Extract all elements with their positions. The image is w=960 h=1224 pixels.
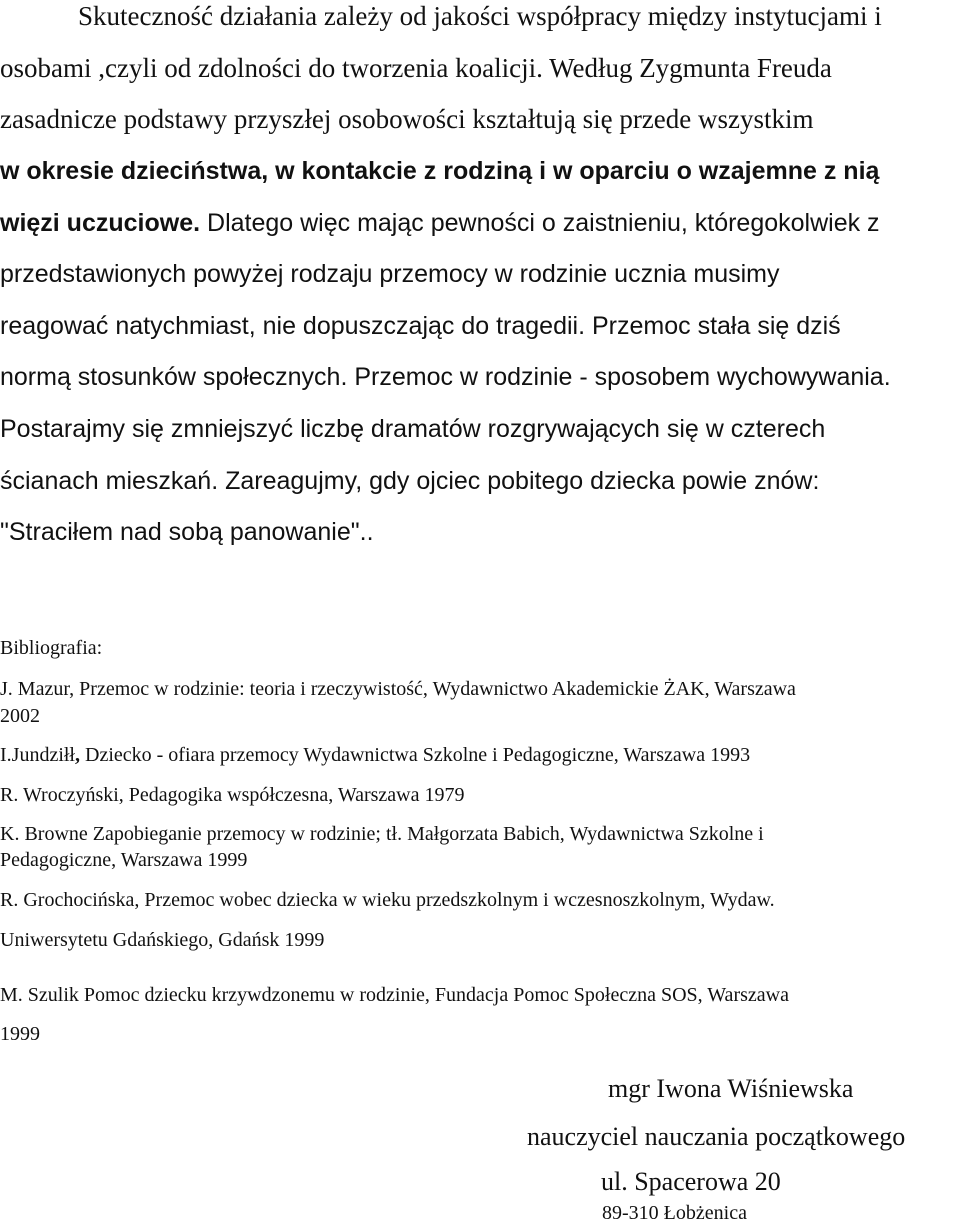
bibliography-entry-4-line-1: K. Browne Zapobieganie przemocy w rodzinie; tł. Małgorzata Babich, Wydawnictwa Szkolne i xyxy=(0,823,764,845)
bibliography-entry-4-line-2: Pedagogiczne, Warszawa 1999 xyxy=(0,849,248,871)
paragraph-line-11: "Straciłem nad sobą panowanie".. xyxy=(0,518,374,546)
paragraph-line-7: reagować natychmiast, nie dopuszczając do tragedii. Przemoc stała się dziś xyxy=(0,312,841,340)
signature-name: mgr Iwona Wiśniewska xyxy=(608,1074,854,1103)
paragraph-line-5-rest: Dlatego więc mając pewności o zaistnieniu, któregokolwiek z xyxy=(200,209,880,237)
paragraph-line-4: w okresie dzieciństwa, w kontakcie z rodziną i w oparciu o wzajemne z nią xyxy=(0,157,880,185)
bibliography-entry-5-line-2: Uniwersytetu Gdańskiego, Gdańsk 1999 xyxy=(0,929,325,951)
bibliography-entry-5-line-1: R. Grochocińska, Przemoc wobec dziecka w wieku przedszkolnym i wczesnoszkolnym, Wydaw. xyxy=(0,889,775,911)
bibliography-entry-3: R. Wroczyński, Pedagogika współczesna, Warszawa 1979 xyxy=(0,784,465,806)
bibliography-entry-2 xyxy=(0,743,750,767)
bibliography-entry-2-title: Dziecko - ofiara przemocy Wydawnictwa Szkolne i Pedagogiczne, Warszawa 1993 xyxy=(80,744,751,766)
paragraph-line-10: ścianach mieszkań. Zareagujmy, gdy ojciec pobitego dziecka powie znów: xyxy=(0,467,820,495)
paragraph-line-8: normą stosunków społecznych. Przemoc w rodzinie - sposobem wychowywania. xyxy=(0,363,891,391)
bibliography-heading: Bibliografia: xyxy=(0,637,103,659)
paragraph-line-6: przedstawionych powyżej rodzaju przemocy w rodzinie ucznia musimy xyxy=(0,260,780,288)
paragraph-line-1: Skuteczność działania zależy od jakości współpracy między instytucjami i xyxy=(78,1,882,31)
signature-postal: 89-310 Łobżenica xyxy=(602,1202,747,1224)
bibliography-entry-2-comma: , xyxy=(75,744,80,766)
paragraph-line-5-bold: więzi uczuciowe. xyxy=(0,209,201,237)
bibliography-entry-1-line-1: J. Mazur, Przemoc w rodzinie: teoria i rzeczywistość, Wydawnictwo Akademickie ŻAK, Warszawa xyxy=(0,678,796,700)
bibliography-entry-6-line-1: M. Szulik Pomoc dziecku krzywdzonemu w rodzinie, Fundacja Pomoc Społeczna SOS, Warszawa xyxy=(0,984,789,1006)
paragraph-line-3: zasadnicze podstawy przyszłej osobowości kształtują się przede wszystkim xyxy=(0,104,814,134)
paragraph-line-2-end: Według Zygmunta Freuda xyxy=(542,53,832,83)
paragraph-line-2-start: osobami ,czyli od zdolności do tworzenia koalicji. xyxy=(0,53,543,83)
bibliography-entry-2-author: I.Jundziłł xyxy=(0,744,75,766)
paragraph-line-9: Postarajmy się zmniejszyć liczbę dramatów rozgrywających się w czterech xyxy=(0,415,826,443)
signature-role: nauczyciel nauczania początkowego xyxy=(527,1122,906,1151)
bibliography-entry-6-line-2: 1999 xyxy=(0,1023,40,1045)
bibliography-entry-1-line-2: 2002 xyxy=(0,705,40,727)
paragraph-line-5 xyxy=(0,207,880,239)
signature-street: ul. Spacerowa 20 xyxy=(601,1167,781,1196)
paragraph-line-2 xyxy=(0,52,832,84)
